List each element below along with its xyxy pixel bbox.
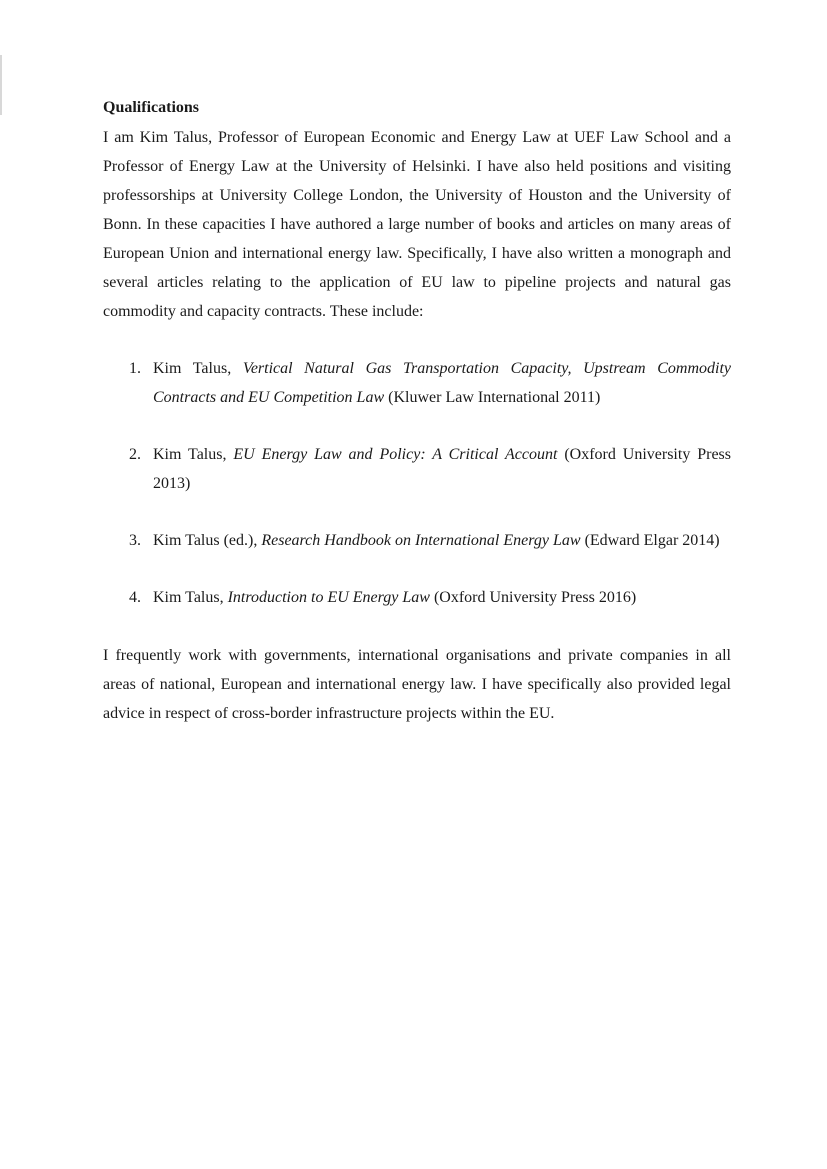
intro-paragraph: I am Kim Talus, Professor of European Economic and Energy Law at UEF Law School and a Professor of Energy Law at the University of Helsinki. I have also held positions and visiting professorships at University College London, the University of Houston and the University of Bonn. In these capacities I have authored a large number of books and articles on many areas of European Union and international energy law. Specifically, I have also written a monograph and several articles relating to the application of EU law to pipeline projects and natural gas commodity and capacity contracts. These include: (103, 129, 731, 320)
list-number: 3. (129, 532, 141, 549)
publication-citation (153, 583, 731, 612)
list-item (103, 526, 731, 555)
list-item (103, 583, 731, 612)
publication-publisher: (Edward Elgar 2014) (580, 532, 720, 549)
publication-author: Kim Talus, (153, 446, 234, 463)
publication-citation (153, 440, 731, 498)
list-item (103, 354, 731, 412)
publication-author: Kim Talus, (153, 360, 243, 377)
closing-paragraph: I frequently work with governments, international organisations and private companies in all areas of national, European and international energy law. I have specifically also provided legal advice in respect of cross-border infrastructure projects within the EU. (103, 647, 731, 722)
section-heading: Qualifications (103, 99, 200, 116)
scan-edge-mark (0, 55, 2, 115)
list-number: 4. (129, 589, 141, 606)
publication-publisher: (Kluwer Law International 2011) (384, 389, 601, 406)
publication-publisher: (Oxford University Press 2013) (153, 446, 732, 492)
publication-title: Research Handbook on International Energy Law (261, 532, 581, 549)
publication-author: Kim Talus, (153, 589, 228, 606)
publication-citation (153, 526, 731, 555)
publication-title: EU Energy Law and Policy: A Critical Account (233, 446, 558, 463)
publication-citation (153, 354, 731, 412)
publication-title: Introduction to EU Energy Law (227, 589, 430, 606)
list-item (103, 440, 731, 498)
document-body (103, 97, 731, 728)
publication-title: Vertical Natural Gas Transportation Capacity, Upstream Commodity Contracts and EU Competition Law (153, 360, 731, 406)
list-number: 2. (129, 446, 141, 463)
publication-author: Kim Talus (ed.), (153, 532, 262, 549)
list-number: 1. (129, 360, 141, 377)
publication-publisher: (Oxford University Press 2016) (429, 589, 637, 606)
publication-list (103, 354, 731, 612)
